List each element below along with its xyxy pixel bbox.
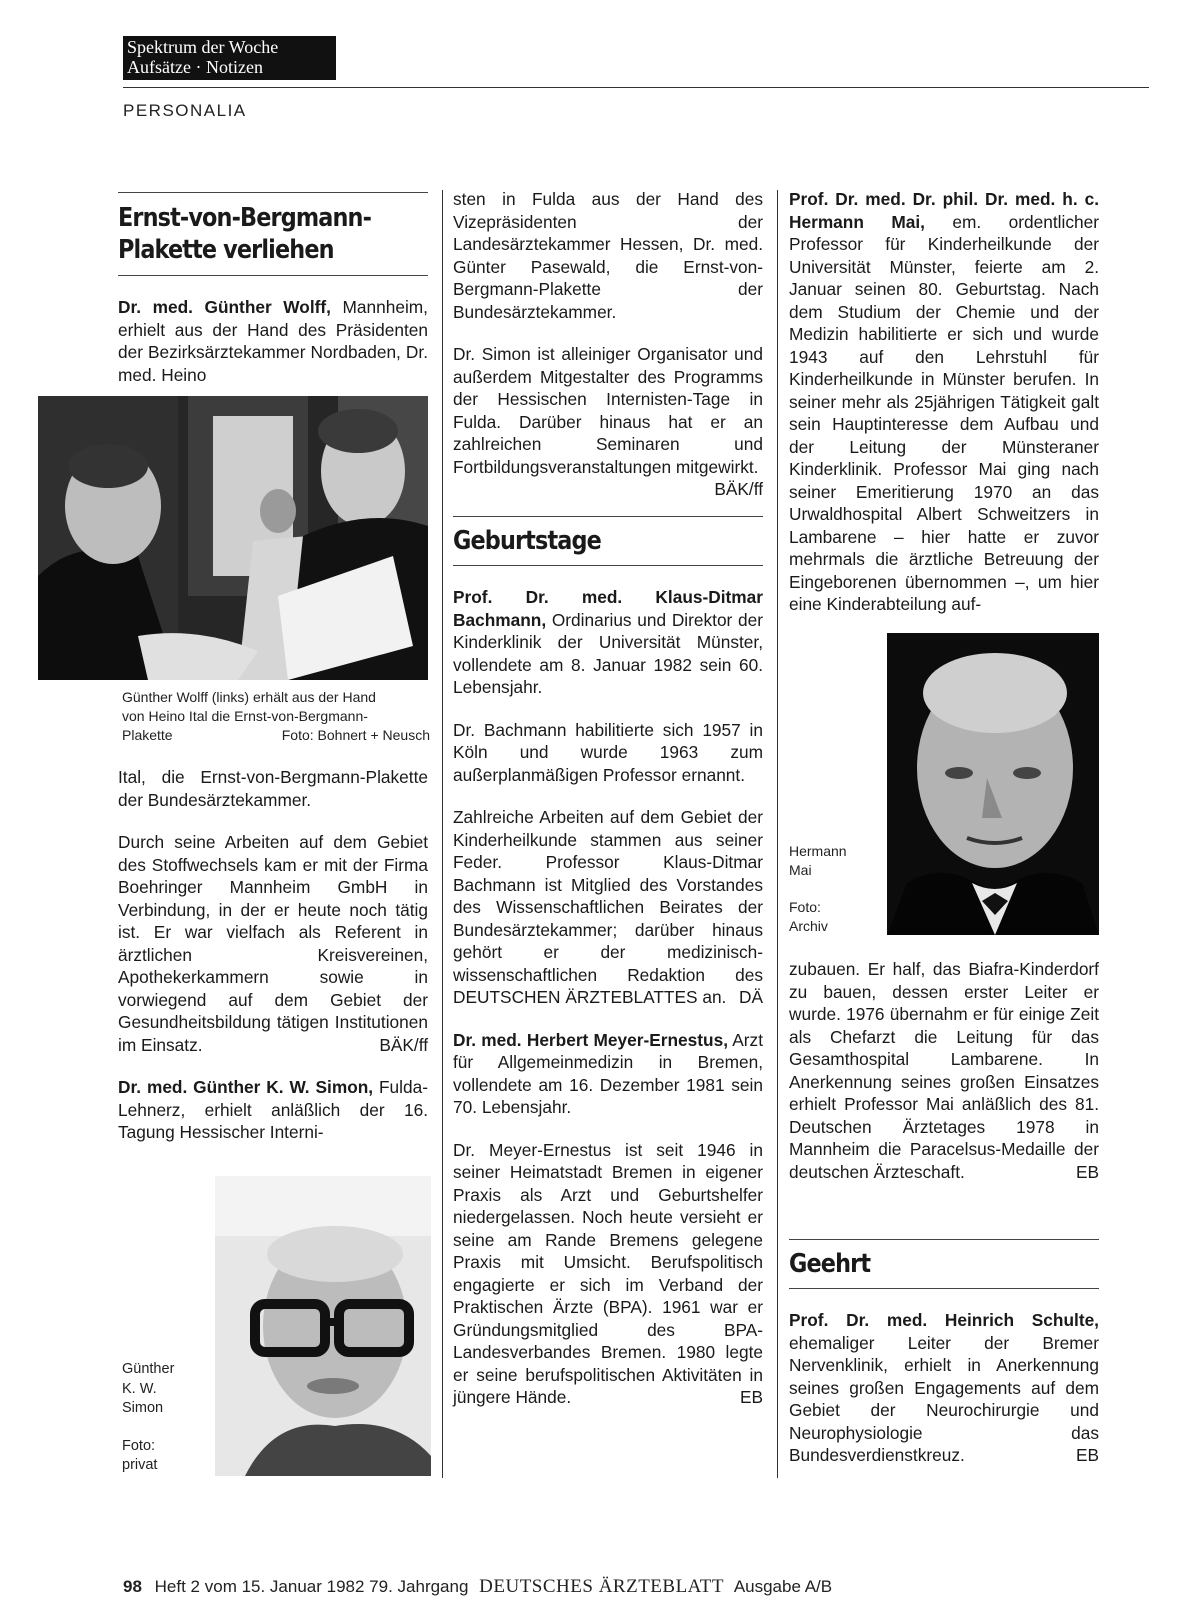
paragraph-text: Arzt für Allgemeinmedizin in Bremen, vollendete am 16. Dezember 1981 sein 70. Lebensjahr. [453, 1029, 763, 1117]
article-paragraph: sten in Fulda aus der Hand des Vizepräsidenten der Landesärztekammer Hessen, Dr. med. Günter Pasewald, die Ernst-von-Bergmann-Plakette der Bundesärztekammer. [453, 189, 763, 322]
paragraph-text: Dr. Meyer-Ernestus ist seit 1946 in seiner Heimatstadt Bremen in eigener Praxis als Arzt und Geburtshelfer niedergelassen. Noch heute versieht er seine am Rande Bremens gelegene Praxis mit Umsicht. Berufspolitisch engagierte er sich im Verband der Praktischen Ärzte (BPA). 1961 war er Gründungsmitglied des BPA-Landesverbandes Bremen. 1980 legte er seine berufspolitischen Aktivitäten in jüngere Hände. [453, 1139, 763, 1407]
headline-bergmann [118, 202, 385, 266]
caption-line-2: von Heino Ital die Ernst-von-Bergmann- [122, 708, 368, 724]
paragraph-text: ehemaliger Leiter der Bremer Nervenklinik, erhielt in Anerkennung seines großen Engagements auf dem Gebiet der Neurochirurgie und Neurophysiologie das Bundesverdienstkreuz. [789, 1332, 1099, 1465]
paragraph-text: Fulda-Lehnerz, erhielt anläßlich der 16. Tagung Hessischer Interni- [118, 1077, 428, 1142]
article-paragraph [789, 958, 1099, 1183]
column-3 [789, 188, 1099, 616]
author-signature: DÄ [738, 987, 763, 1007]
paragraph-text: Ordinarius und Direktor der Kinderklinik der Universität Münster, vollendete am 8. Januar 1982 sein 60. Lebensjahr. [453, 609, 763, 697]
award-ceremony-image [38, 396, 428, 680]
person-name: Dr. med. Günther Wolff, [118, 297, 331, 317]
header-rule [123, 87, 1149, 88]
headline-rule-bottom [789, 1288, 1099, 1289]
mai-portrait-photo [887, 633, 1099, 935]
person-name: Dr. med. Herbert Meyer-Ernestus, [453, 1029, 728, 1050]
edition-info: Ausgabe A/B [733, 1577, 833, 1596]
headline-rule-bottom [453, 565, 763, 566]
article-paragraph [789, 188, 1099, 616]
column-2 [453, 188, 763, 1409]
simon-portrait-image [215, 1176, 431, 1476]
headline-rule-top [789, 1239, 1099, 1240]
person-name: Dr. med. Günther K. W. Simon, [118, 1077, 374, 1097]
issue-info: Heft 2 vom 15. Januar 1982 79. Jahrgang [154, 1577, 469, 1596]
mai-portrait-caption [789, 842, 879, 936]
caption-name-line-2: Mai [789, 862, 812, 878]
section-title: PERSONALIA [123, 101, 247, 120]
paragraph-text: Zahlreiche Arbeiten auf dem Gebiet der Kinderheilkunde stammen aus seiner Feder. Professor Klaus-Ditmar Bachmann ist Mitglied des Vorstandes des Wissenschaftlichen Beirates der Bundesärztekammer; darüber hinaus gehört er der medizinisch-wissenschaftlichen Redaktion des DEUTSCHEN ÄRZTEBLATTES an. [453, 807, 763, 1007]
article-paragraph [453, 586, 763, 699]
person-name: Prof. Dr. med. Klaus-Ditmar Bachmann, [453, 587, 763, 630]
simon-portrait-photo [215, 1176, 431, 1476]
column-divider-1 [442, 190, 443, 1478]
caption-foto-source: privat [122, 1457, 158, 1473]
section-header-box [123, 36, 336, 80]
article-paragraph [453, 343, 763, 499]
paragraph-text: em. ordentlicher Professor für Kinderheilkunde der Universität Münster, feierte am 2. Januar seinen 80. Geburtstag. Nach dem Studium der Chemie und der Medizin habilitierte er sich und wurde 1943 auf den Lehrstuhl für Kinderheilkunde in Münster berufen. In seiner mehr als 25jährigen Tätigkeit galt sein Hauptinteresse dem Aufbau und der Leitung der Münsteraner Kinderklinik. Professor Mai ging nach seiner Emeritierung 1970 an das Urwaldhospital Albert Schweitzers in Lambarene – hier hatte er zuvor mehrmals die ärztliche Betreuung der Eingeborenen übernommen –, um hier eine Kinderabteilung auf- [789, 211, 1099, 614]
column-divider-2 [777, 190, 778, 1478]
caption-name-line-3: Simon [122, 1400, 164, 1416]
caption-text: Plakette [122, 727, 173, 743]
article-paragraph [118, 1076, 428, 1144]
article-paragraph [453, 806, 763, 1009]
headline-rule-top [453, 516, 763, 517]
article-paragraph: Dr. Bachmann habilitierte sich 1957 in Köln und wurde 1963 zum außerplanmäßigen Professor ernannt. [453, 719, 763, 785]
author-signature: EB [1075, 1445, 1099, 1465]
caption-foto-label: Foto: [122, 1437, 156, 1454]
author-signature: BÄK/ff [714, 479, 763, 499]
headline-line-1: Ernst-von-Bergmann- [118, 203, 372, 233]
column-1-continued [118, 766, 428, 1144]
caption-line-1: Günther Wolff (links) erhält aus der Hand [122, 689, 376, 705]
header-line-2: Aufsätze · Notizen [127, 57, 263, 77]
article-paragraph: Ital, die Ernst-von-Bergmann-Plakette der Bundesärztekammer. [118, 767, 428, 810]
page-number: 98 [123, 1577, 142, 1596]
article-paragraph [453, 1029, 763, 1119]
person-name: Prof. Dr. med. Dr. phil. Dr. med. h. c. Hermann Mai, [789, 189, 1099, 232]
magazine-name: DEUTSCHES ÄRZTEBLATT [479, 1576, 725, 1597]
article-paragraph [789, 1309, 1099, 1467]
paragraph-text: zubauen. Er half, das Biafra-Kinderdorf zu bauen, dessen erster Leiter er wurde. 1976 übernahm er für einige Zeit als Chefarzt die Leitung für das Gesamthospital Lambarene. In Anerkennung seines großen Einsatzes erhielt Professor Mai anläßlich des 81. Deutschen Ärztetages 1978 in Mannheim die Paracelsus-Medaille der deutschen Ärzteschaft. [789, 959, 1099, 1182]
mai-portrait-image [887, 633, 1099, 935]
headline-rule-bottom [118, 275, 428, 276]
paragraph-text: Durch seine Arbeiten auf dem Gebiet des Stoffwechsels kam er mit der Firma Boehringer Mannheim GmbH in Verbindung, in der er heute noch tätig ist. Er war vielfach als Referent in ärztlichen Kreisvereinen, Apothekerkammern sowie in vorwiegend auf dem Gebiet der Gesundheitsbildung tätigen Institutionen im Einsatz. [118, 832, 428, 1055]
caption-foto-label: Foto: [789, 899, 821, 915]
article-paragraph [453, 1139, 763, 1409]
article-paragraph [118, 831, 428, 1056]
headline-line-2: Plakette verliehen [118, 235, 334, 265]
paragraph-text: Dr. Simon ist alleiniger Organisator und außerdem Mitgestalter des Programms der Hessischen Internisten-Tage in Fulda. Darüber hinaus hat er an zahlreichen Seminaren und Fortbildungsveranstaltungen mitgewirkt. [453, 344, 763, 477]
article-paragraph [118, 296, 428, 386]
headline-geehrt: Geehrt [789, 1249, 871, 1279]
caption-name-line-1: Hermann [789, 843, 847, 859]
simon-portrait-caption [122, 1360, 202, 1476]
column-1 [118, 192, 428, 386]
headline-geburtstage: Geburtstage [453, 526, 601, 556]
author-signature: BÄK/ff [379, 1034, 428, 1055]
column-3-continued [789, 958, 1099, 1467]
author-signature: EB [739, 1387, 763, 1407]
caption-foto-source: Archiv [789, 918, 828, 934]
award-ceremony-photo [38, 396, 428, 680]
person-name: Prof. Dr. med. Heinrich Schulte, [789, 1310, 1099, 1330]
caption-name-line-1: Günther [122, 1361, 175, 1377]
author-signature: EB [1075, 1161, 1099, 1182]
header-line-1: Spektrum der Woche [127, 37, 279, 57]
paragraph-text: Mannheim, erhielt aus der Hand des Präsidenten der Bezirksärztekammer Nordbaden, Dr. med. Heino [118, 297, 428, 385]
page-footer [123, 1576, 832, 1598]
caption-name-line-2: K. W. [122, 1380, 157, 1397]
headline-rule-top [118, 192, 428, 193]
award-photo-caption [122, 688, 430, 745]
caption-line-3 [122, 726, 430, 745]
photo-credit: Foto: Bohnert + Neusch [281, 727, 430, 743]
